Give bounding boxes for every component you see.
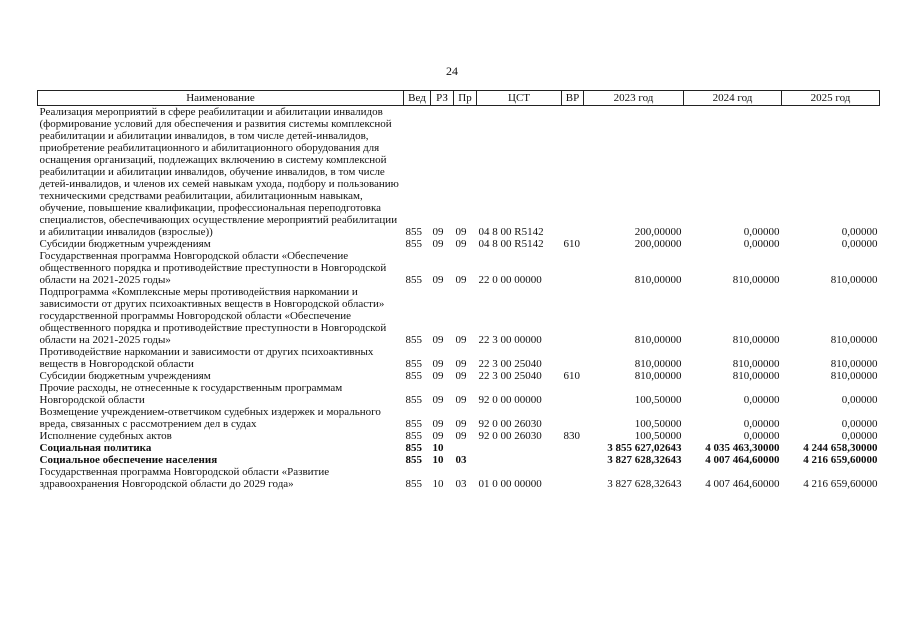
row-vr: 830 bbox=[563, 430, 580, 442]
row-rz: 09 bbox=[432, 394, 444, 406]
row-value-2024: 4 007 464,60000 bbox=[705, 454, 780, 466]
table-row bbox=[38, 106, 880, 239]
row-value-2024: 0,00000 bbox=[743, 394, 780, 406]
row-value-2023: 100,50000 bbox=[634, 418, 682, 430]
row-value-2025: 810,00000 bbox=[830, 274, 878, 286]
row-ved: 855 bbox=[405, 226, 422, 238]
row-pr: 03 bbox=[455, 478, 467, 490]
table-row bbox=[38, 406, 880, 430]
row-vr bbox=[562, 466, 584, 490]
row-pr bbox=[454, 442, 477, 454]
row-cst bbox=[477, 454, 562, 466]
row-cst: 92 0 00 00000 bbox=[478, 394, 542, 406]
header-vr: ВР bbox=[562, 91, 584, 106]
row-ved: 855 bbox=[405, 358, 422, 370]
row-value-2023: 810,00000 bbox=[634, 334, 682, 346]
row-name: Реализация мероприятий в сфере реабилитации и абилитации инвалидов (формирование условий для обеспечения и развития системы комплексной реабилитации и абилитации инвалидов, в том числе детей-инвалидов, приобретение реабилитационного и абилитационного оборудования для оснащения организаций, подлежащих включению в систему комплексной реабилитации и абилитации инвалидов, обучение инвалидов, в том числе детей-инвалидов, и членов их семей навыкам ухода, подбору и пользованию техническими средствами реабилитации, абилитационным навыкам, обучение, повышение квалификации, профессиональная переподготовка специалистов, обеспечивающих осуществление мероприятий реабилитации и абилитации инвалидов (взрослые)) bbox=[39, 106, 399, 238]
table-header-row bbox=[38, 91, 880, 106]
row-value-2023: 100,50000 bbox=[634, 430, 682, 442]
row-name: Социальное обеспечение населения bbox=[39, 454, 218, 466]
row-ved: 855 bbox=[405, 442, 422, 454]
row-value-2023: 3 827 628,32643 bbox=[607, 454, 682, 466]
row-name: Противодействие наркомании и зависимости от других психоактивных веществ в Новгородской области bbox=[39, 346, 374, 370]
row-name: Подпрограмма «Комплексные меры противодействия наркомании и зависимости от других психоактивных веществ в Новгородской области» государственной программы Новгородской области «Обеспечение общественного порядка и противодействие преступности в Новгородской области на 2021-2025 годы» bbox=[39, 286, 387, 346]
row-rz: 09 bbox=[432, 418, 444, 430]
row-pr: 09 bbox=[455, 238, 467, 250]
row-value-2024: 0,00000 bbox=[743, 226, 780, 238]
row-vr bbox=[562, 250, 584, 286]
header-2023: 2023 год bbox=[584, 91, 684, 106]
row-ved: 855 bbox=[405, 394, 422, 406]
row-pr: 09 bbox=[455, 358, 467, 370]
row-vr: 610 bbox=[563, 370, 580, 382]
header-rz: РЗ bbox=[431, 91, 454, 106]
row-cst: 01 0 00 00000 bbox=[478, 478, 542, 490]
row-value-2023: 810,00000 bbox=[634, 358, 682, 370]
row-value-2023: 810,00000 bbox=[634, 274, 682, 286]
row-cst: 92 0 00 26030 bbox=[478, 430, 542, 442]
row-rz: 09 bbox=[432, 238, 444, 250]
row-value-2025: 4 244 658,30000 bbox=[803, 442, 878, 454]
row-ved: 855 bbox=[405, 430, 422, 442]
row-cst: 22 3 00 25040 bbox=[478, 358, 542, 370]
row-vr bbox=[562, 442, 584, 454]
row-vr bbox=[562, 454, 584, 466]
row-rz: 10 bbox=[432, 478, 444, 490]
row-value-2024: 810,00000 bbox=[732, 370, 780, 382]
row-value-2025: 0,00000 bbox=[841, 430, 878, 442]
row-value-2025: 810,00000 bbox=[830, 358, 878, 370]
row-name: Государственная программа Новгородской области «Обеспечение общественного порядка и противодействие преступности в Новгородской области на 2021-2025 годы» bbox=[39, 250, 387, 286]
row-rz: 09 bbox=[432, 226, 444, 238]
row-pr: 03 bbox=[455, 454, 467, 466]
page-number: 24 bbox=[446, 64, 458, 78]
row-pr: 09 bbox=[455, 430, 467, 442]
row-pr: 09 bbox=[455, 394, 467, 406]
header-pr: Пр bbox=[454, 91, 477, 106]
row-name: Субсидии бюджетным учреждениям bbox=[39, 370, 211, 382]
header-ved: Вед bbox=[404, 91, 431, 106]
row-cst bbox=[477, 442, 562, 454]
row-ved: 855 bbox=[405, 370, 422, 382]
row-vr bbox=[562, 286, 584, 346]
table-row bbox=[38, 466, 880, 490]
row-cst: 22 0 00 00000 bbox=[478, 274, 542, 286]
row-ved: 855 bbox=[405, 334, 422, 346]
row-vr bbox=[562, 346, 584, 370]
row-ved: 855 bbox=[405, 418, 422, 430]
row-rz: 09 bbox=[432, 274, 444, 286]
row-value-2024: 4 035 463,30000 bbox=[705, 442, 780, 454]
table-row bbox=[38, 370, 880, 382]
row-value-2024: 0,00000 bbox=[743, 418, 780, 430]
row-pr: 09 bbox=[455, 226, 467, 238]
row-cst: 22 3 00 25040 bbox=[478, 370, 542, 382]
table-row bbox=[38, 286, 880, 346]
row-value-2024: 810,00000 bbox=[732, 274, 780, 286]
row-name: Возмещение учреждением-ответчиком судебных издержек и морального вреда, связанных с рассмотрением дел в судах bbox=[39, 406, 381, 430]
row-value-2023: 200,00000 bbox=[634, 226, 682, 238]
row-pr: 09 bbox=[455, 274, 467, 286]
header-2024: 2024 год bbox=[684, 91, 782, 106]
row-rz: 10 bbox=[432, 442, 444, 454]
row-value-2023: 810,00000 bbox=[634, 370, 682, 382]
row-ved: 855 bbox=[405, 274, 422, 286]
row-vr bbox=[562, 382, 584, 406]
row-value-2024: 0,00000 bbox=[743, 238, 780, 250]
header-name: Наименование bbox=[38, 91, 404, 106]
row-value-2023: 200,00000 bbox=[634, 238, 682, 250]
table-row bbox=[38, 238, 880, 250]
row-value-2025: 0,00000 bbox=[841, 238, 878, 250]
row-cst: 92 0 00 26030 bbox=[478, 418, 542, 430]
table-row bbox=[38, 442, 880, 454]
header-cst: ЦСТ bbox=[477, 91, 562, 106]
table-row bbox=[38, 250, 880, 286]
row-name: Социальная политика bbox=[39, 442, 152, 454]
row-ved: 855 bbox=[405, 238, 422, 250]
row-value-2025: 810,00000 bbox=[830, 370, 878, 382]
row-value-2024: 810,00000 bbox=[732, 358, 780, 370]
row-value-2025: 0,00000 bbox=[841, 226, 878, 238]
row-ved: 855 bbox=[405, 454, 422, 466]
row-pr: 09 bbox=[455, 334, 467, 346]
row-vr bbox=[562, 106, 584, 239]
row-name: Государственная программа Новгородской области «Развитие здравоохранения Новгородской области до 2029 года» bbox=[39, 466, 330, 490]
row-vr bbox=[562, 406, 584, 430]
row-value-2023: 100,50000 bbox=[634, 394, 682, 406]
table-body bbox=[38, 106, 880, 491]
row-cst: 04 8 00 R5142 bbox=[478, 238, 544, 250]
row-value-2025: 4 216 659,60000 bbox=[803, 454, 878, 466]
row-pr: 09 bbox=[455, 370, 467, 382]
row-cst: 04 8 00 R5142 bbox=[478, 226, 544, 238]
row-value-2025: 810,00000 bbox=[830, 334, 878, 346]
row-ved: 855 bbox=[405, 478, 422, 490]
row-rz: 09 bbox=[432, 430, 444, 442]
header-2025: 2025 год bbox=[782, 91, 880, 106]
row-value-2025: 0,00000 bbox=[841, 418, 878, 430]
table-row bbox=[38, 382, 880, 406]
row-name: Исполнение судебных актов bbox=[39, 430, 172, 442]
row-rz: 09 bbox=[432, 370, 444, 382]
table-row bbox=[38, 346, 880, 370]
row-value-2024: 0,00000 bbox=[743, 430, 780, 442]
row-value-2024: 810,00000 bbox=[732, 334, 780, 346]
table-row bbox=[38, 430, 880, 442]
row-rz: 10 bbox=[432, 454, 444, 466]
row-name: Субсидии бюджетным учреждениям bbox=[39, 238, 211, 250]
row-value-2023: 3 855 627,02643 bbox=[607, 442, 682, 454]
row-value-2024: 4 007 464,60000 bbox=[705, 478, 780, 490]
row-value-2025: 0,00000 bbox=[841, 394, 878, 406]
row-rz: 09 bbox=[432, 334, 444, 346]
table-row bbox=[38, 454, 880, 466]
row-value-2023: 3 827 628,32643 bbox=[607, 478, 682, 490]
row-name: Прочие расходы, не отнесенные к государственным программам Новгородской области bbox=[39, 382, 343, 406]
budget-table bbox=[37, 90, 880, 490]
row-vr: 610 bbox=[563, 238, 580, 250]
row-cst: 22 3 00 00000 bbox=[478, 334, 542, 346]
row-rz: 09 bbox=[432, 358, 444, 370]
row-pr: 09 bbox=[455, 418, 467, 430]
row-value-2025: 4 216 659,60000 bbox=[803, 478, 878, 490]
